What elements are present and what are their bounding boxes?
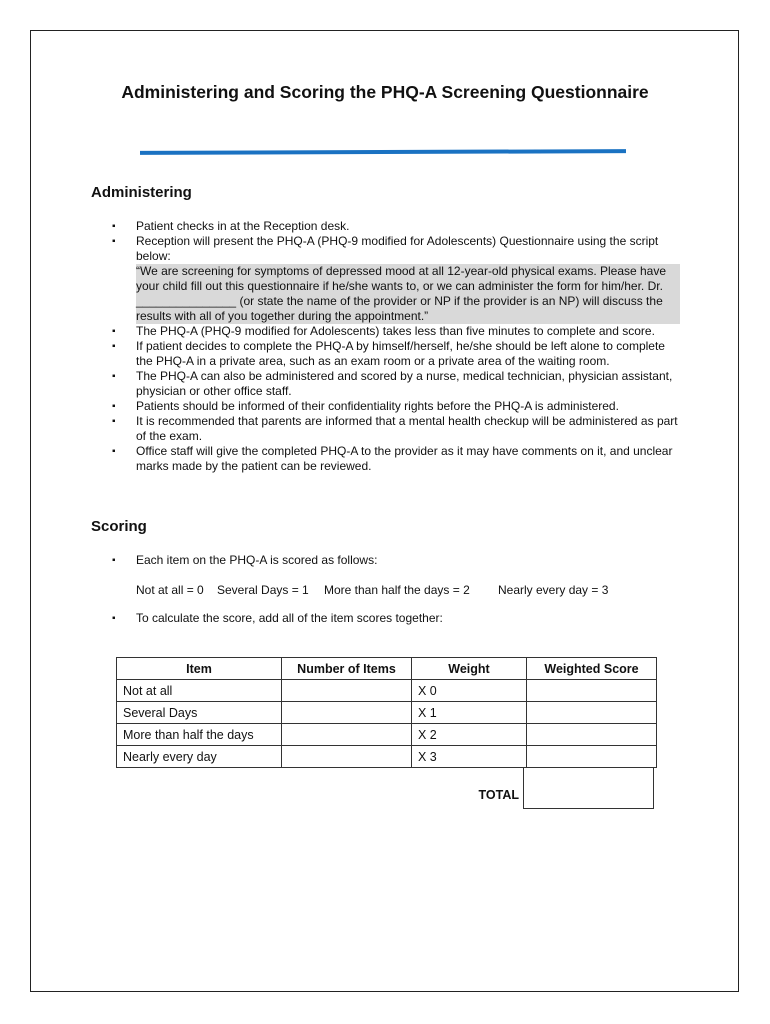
administering-heading: Administering xyxy=(91,184,192,201)
list-item: ▪ The PHQ-A (PHQ-9 modified for Adolescents) takes less than five minutes to complete and score. xyxy=(112,324,682,339)
row-weight: X 3 xyxy=(412,746,527,768)
list-item: ▪ To calculate the score, add all of the item scores together: xyxy=(112,611,682,626)
script-quote: “We are screening for symptoms of depressed mood at all 12-year-old physical exams. Please have your child fill out this questionnaire if he/she wants to, or we can administer the form for him/her. Dr. _______________ (or state the name of the provider or NP if the provider is an NP) will discuss the results with all of you together during the appointment.” xyxy=(136,264,680,324)
row-count-input[interactable] xyxy=(282,680,412,702)
total-score-input[interactable] xyxy=(523,767,654,809)
page-border xyxy=(30,30,739,992)
header-number-of-items: Number of Items xyxy=(282,658,412,680)
table-row xyxy=(117,702,657,724)
list-item: ▪ Patient checks in at the Reception desk. xyxy=(112,219,682,234)
list-item: ▪ If patient decides to complete the PHQ-A by himself/herself, he/she should be left alone to complete the PHQ-A in a private area, such as an exam room or a private area of the waiting room. xyxy=(112,339,682,369)
administering-list xyxy=(112,219,682,474)
header-item: Item xyxy=(117,658,282,680)
row-weight: X 2 xyxy=(412,724,527,746)
list-item: ▪ Reception will present the PHQ-A (PHQ-9 modified for Adolescents) Questionnaire using the script below: “We are screening for symptoms of depressed mood at all 12-year-old physical exams. Please have your child fill out this questionnaire if he/she wants to, or we can administer the form for him/her. Dr. _______________ (or state the name of the provider or NP if the provider is an NP) will discuss the results with all of you together during the appointment.” xyxy=(112,234,682,324)
list-item: ▪ Patients should be informed of their confidentiality rights before the PHQ-A is administered. xyxy=(112,399,682,414)
row-count-input[interactable] xyxy=(282,746,412,768)
row-item: More than half the days xyxy=(117,724,282,746)
scale-more-than-half: More than half the days = 2 xyxy=(324,583,470,597)
total-label: TOTAL xyxy=(478,788,519,802)
scale-not-at-all: Not at all = 0 xyxy=(136,583,204,597)
row-weighted-input[interactable] xyxy=(527,724,657,746)
scoring-scale xyxy=(136,583,608,597)
row-weight: X 1 xyxy=(412,702,527,724)
row-weighted-input[interactable] xyxy=(527,746,657,768)
table-row xyxy=(117,680,657,702)
table-row xyxy=(117,746,657,768)
row-item: Nearly every day xyxy=(117,746,282,768)
scoring-list-2 xyxy=(112,611,682,626)
score-table xyxy=(116,657,657,768)
page-title: Administering and Scoring the PHQ-A Screening Questionnaire xyxy=(121,82,649,102)
scale-nearly-every-day: Nearly every day = 3 xyxy=(498,583,609,597)
scoring-heading: Scoring xyxy=(91,518,147,535)
table-header-row xyxy=(117,658,657,680)
row-weighted-input[interactable] xyxy=(527,680,657,702)
row-item: Not at all xyxy=(117,680,282,702)
list-item: ▪ The PHQ-A can also be administered and scored by a nurse, medical technician, physician assistant, physician or other office staff. xyxy=(112,369,682,399)
scoring-list-1 xyxy=(112,553,682,568)
row-count-input[interactable] xyxy=(282,702,412,724)
list-item: ▪ Each item on the PHQ-A is scored as follows: xyxy=(112,553,682,568)
row-item: Several Days xyxy=(117,702,282,724)
list-item: ▪ It is recommended that parents are informed that a mental health checkup will be administered as part of the exam. xyxy=(112,414,682,444)
row-weighted-input[interactable] xyxy=(527,702,657,724)
row-count-input[interactable] xyxy=(282,724,412,746)
table-row xyxy=(117,724,657,746)
scale-several-days: Several Days = 1 xyxy=(217,583,309,597)
header-weight: Weight xyxy=(412,658,527,680)
row-weight: X 0 xyxy=(412,680,527,702)
list-item: ▪ Office staff will give the completed PHQ-A to the provider as it may have comments on it, and unclear marks made by the patient can be reviewed. xyxy=(112,444,682,474)
header-weighted-score: Weighted Score xyxy=(527,658,657,680)
